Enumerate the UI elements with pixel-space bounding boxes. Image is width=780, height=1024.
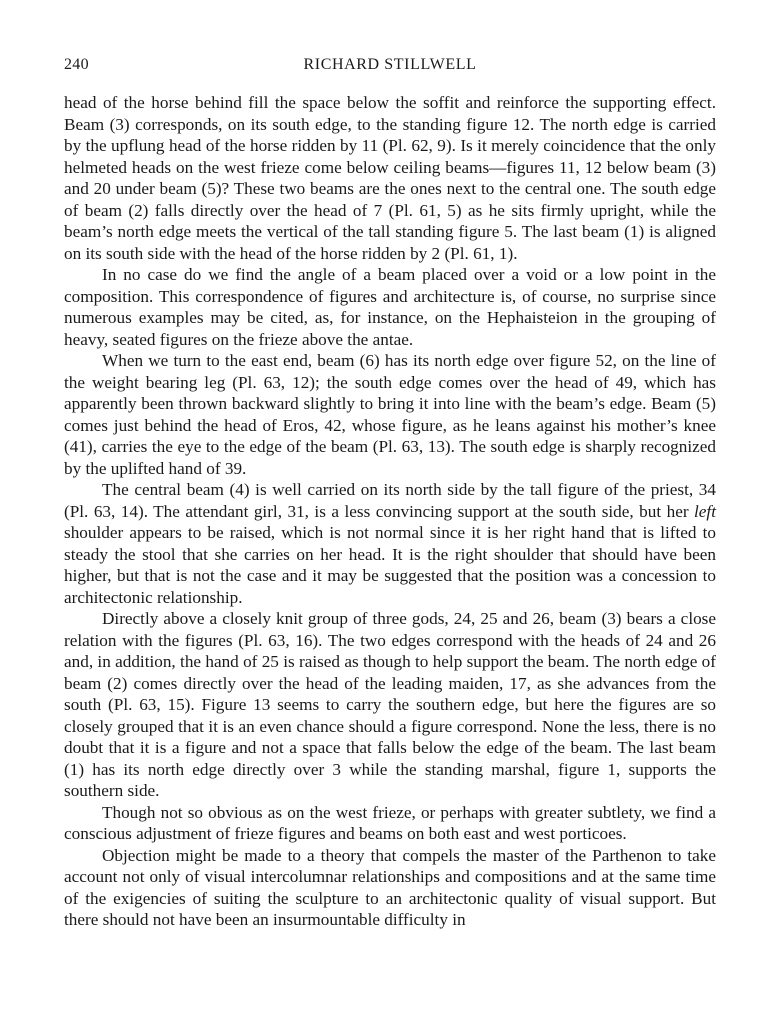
paragraph-text: shoulder appears to be raised, which is not normal since it is her right hand that is lifted to steady the stool that she carries on her head. It is the right shoulder that should have been higher, but that is not the case and it may be suggested that the position was a concession to architectonic relationship. xyxy=(64,523,716,607)
running-title: RICHARD STILLWELL xyxy=(303,56,477,73)
paragraph-1 xyxy=(64,92,716,264)
paragraph-2 xyxy=(64,264,716,350)
paragraph-text: Directly above a closely knit group of three gods, 24, 25 and 26, beam (3) bears a close relation with the figures (Pl. 63, 16). The two edges correspond with the heads of 24 and 26 and, in addition, the hand of 25 is raised as though to help support the beam. The north edge of beam (2) comes directly over the head of the leading maiden, 17, as she advances from the south (Pl. 63, 15). Figure 13 seems to carry the southern edge, but here the figures are so closely grouped that it is an even chance should a figure correspond. None the less, there is no doubt that it is a figure and not a space that falls below the edge of the beam. The last beam (1) has its north edge directly over 3 while the standing marshal, figure 1, supports the southern side. xyxy=(64,609,716,800)
paragraph-text: Objection might be made to a theory that compels the master of the Parthenon to take account not only of visual intercolumnar relationships and compositions and at the same time of the exigencies of suiting the sculpture to an architectonic quality of visual support. But there should not have been an insurmountable difficulty in xyxy=(64,845,716,929)
running-head xyxy=(64,56,716,80)
paragraph-5 xyxy=(64,608,716,802)
body-text xyxy=(64,92,716,931)
page-number: 240 xyxy=(64,56,89,73)
emphasis-left: left xyxy=(694,501,716,521)
paragraph-text: The central beam (4) is well carried on its north side by the tall figure of the priest, 34 (Pl. 63, 14). The attendant girl, 31, is a less convincing support at the south side, but her xyxy=(64,480,716,521)
page xyxy=(64,56,716,931)
paragraph-4 xyxy=(64,479,716,608)
paragraph-text: When we turn to the east end, beam (6) has its north edge over figure 52, on the line of the weight bearing leg (Pl. 63, 12); the south edge comes over the head of 49, which has apparently been thrown backward slightly to bring it into line with the beam’s edge. Beam (5) comes just behind the head of Eros, 42, whose figure, as he leans against his mother’s knee (41), carries the eye to the edge of the beam (Pl. 63, 13). The south edge is sharply recognized by the uplifted hand of 39. xyxy=(64,351,716,478)
paragraph-text: In no case do we find the angle of a beam placed over a void or a low point in the composition. This correspondence of figures and architecture is, of course, no surprise since numerous examples may be cited, as, for instance, on the Hephaisteion in the grouping of heavy, seated figures on the frieze above the antae. xyxy=(64,265,716,349)
paragraph-6 xyxy=(64,802,716,845)
paragraph-7 xyxy=(64,845,716,931)
paragraph-text: Though not so obvious as on the west frieze, or perhaps with greater subtlety, we find a conscious adjustment of frieze figures and beams on both east and west porticoes. xyxy=(64,802,716,843)
paragraph-text: head of the horse behind fill the space below the soffit and reinforce the supporting effect. Beam (3) corresponds, on its south edge, to the standing figure 12. The north edge is carried by the upflung head of the horse ridden by 11 (Pl. 62, 9). Is it merely coincidence that the only helmeted heads on the west frieze come below ceiling beams—figures 11, 12 below beam (3) and 20 under beam (5)? These two beams are the ones next to the central one. The south edge of beam (2) falls directly over the head of 7 (Pl. 61, 5) as he sits firmly upright, while the beam’s north edge meets the vertical of the tall standing figure 5. The last beam (1) is aligned on its south side with the head of the horse ridden by 2 (Pl. 61, 1). xyxy=(64,93,716,263)
paragraph-3 xyxy=(64,350,716,479)
